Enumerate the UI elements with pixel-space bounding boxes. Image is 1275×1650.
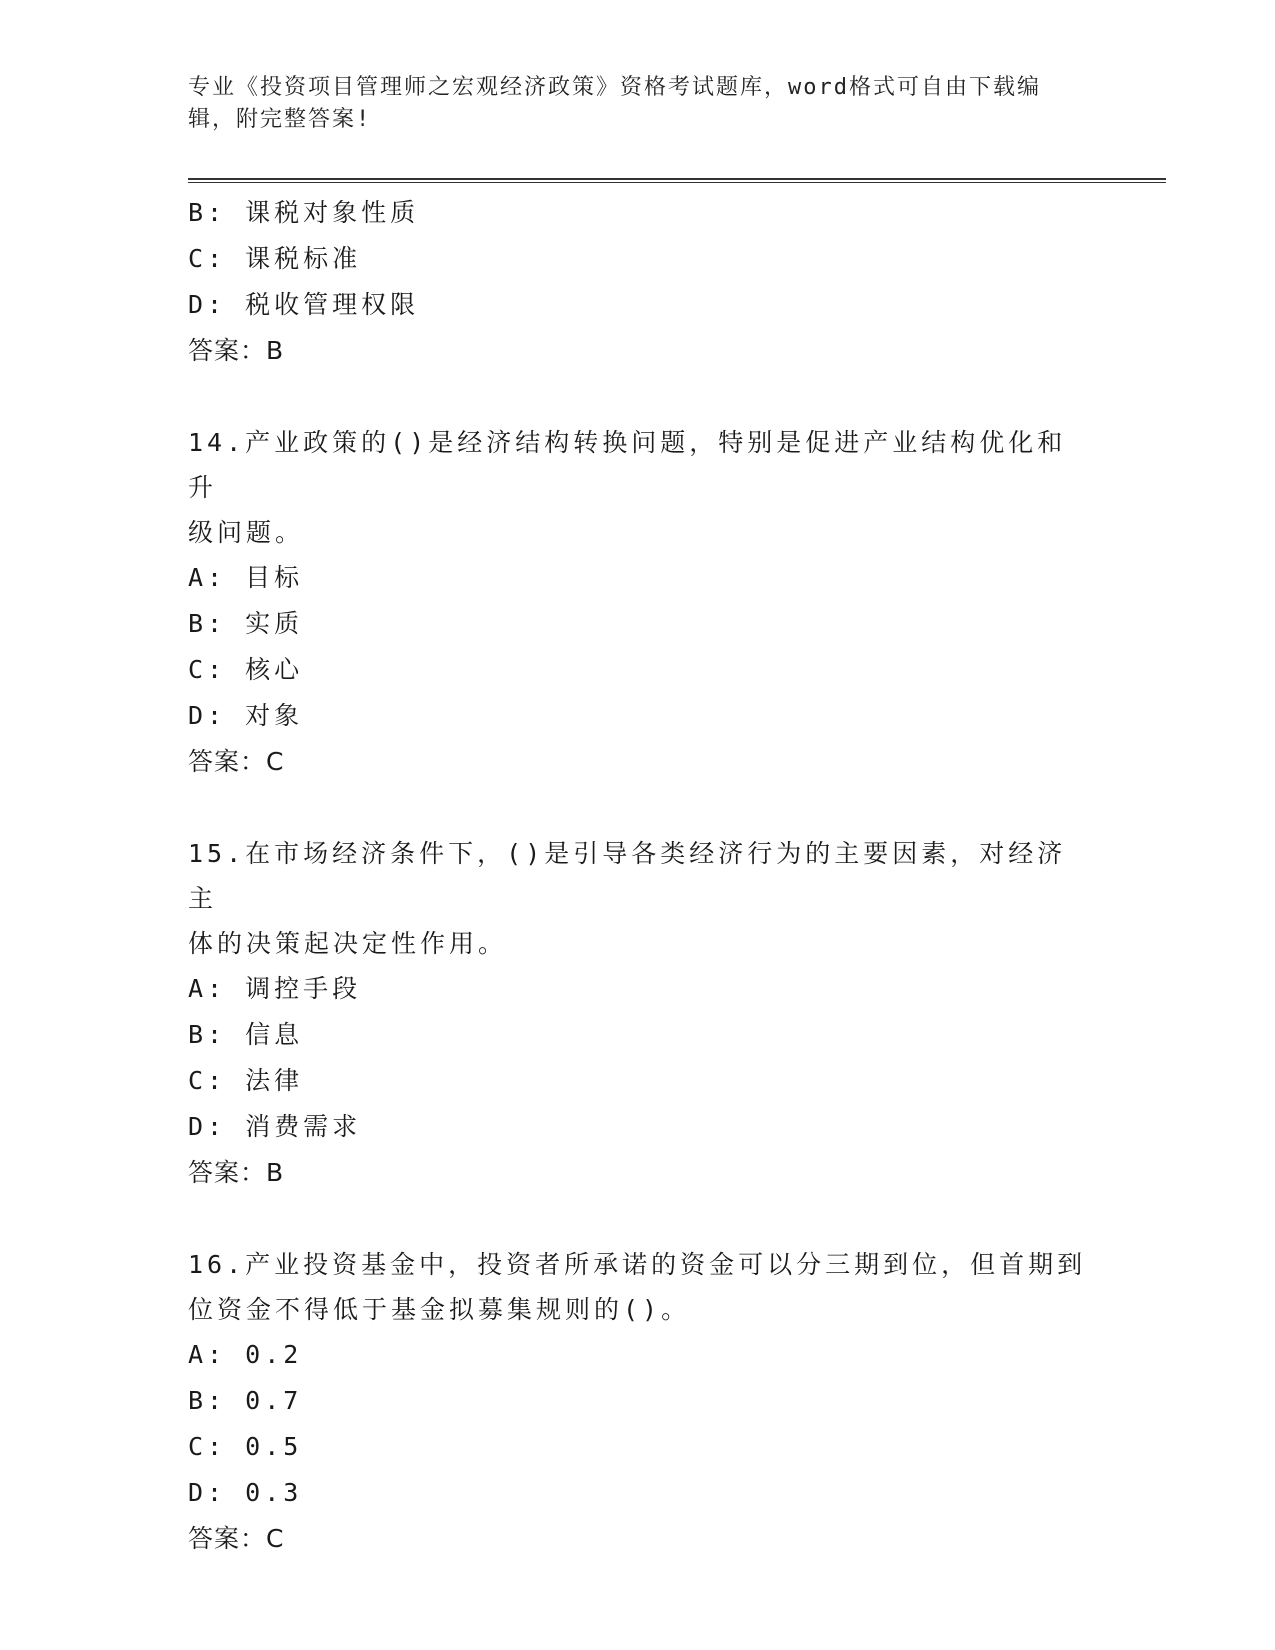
question-stem-line-1: 14.产业政策的()是经济结构转换问题，特别是促进产业结构优化和升 [188,428,1067,502]
option-c: C: 0.5 [188,1432,303,1461]
question-stem-line-2: 位资金不得低于基金拟募集规则的()。 [188,1295,691,1324]
header-divider [188,178,1166,183]
question-block-14 [188,420,1088,785]
option-b: B: 课税对象性质 [188,198,420,227]
answer-line: 答案：B [188,1158,285,1187]
option-d: D: 消费需求 [188,1112,362,1141]
option-a: A: 0.2 [188,1340,303,1369]
option-c: C: 课税标准 [188,244,362,273]
question-stem [188,420,1088,555]
question-stem-line-2: 级问题。 [188,518,305,547]
answer-line: 答案：C [188,1524,285,1553]
question-stem [188,831,1088,966]
spacer [188,1196,1088,1242]
option-b: B: 信息 [188,1020,304,1049]
option-d: D: 对象 [188,701,304,730]
answer-line: 答案：B [188,336,285,365]
option-d: D: 税收管理权限 [188,290,420,319]
question-stem-line-1: 16.产业投资基金中，投资者所承诺的资金可以分三期到位，但首期到 [188,1250,1087,1279]
question-block-16 [188,1242,1088,1562]
spacer [188,374,1088,420]
question-stem-line-1: 15.在市场经济条件下，()是引导各类经济行为的主要因素，对经济主 [188,839,1067,913]
option-c: C: 核心 [188,655,304,684]
document-header [188,72,1078,136]
option-b: B: 0.7 [188,1386,303,1415]
question-stem-line-2: 体的决策起决定性作用。 [188,929,508,958]
option-b: B: 实质 [188,609,304,638]
header-line-2: 辑，附完整答案! [188,107,372,132]
header-line-1: 专业《投资项目管理师之宏观经济政策》资格考试题库，word格式可自由下载编 [188,75,1041,100]
option-a: A: 调控手段 [188,974,362,1003]
option-d: D: 0.3 [188,1478,303,1507]
spacer [188,785,1088,831]
question-list [188,190,1088,1562]
option-c: C: 法律 [188,1066,304,1095]
question-stem [188,1242,1088,1332]
option-a: A: 目标 [188,563,304,592]
question-block-15 [188,831,1088,1196]
question-block-13-continued [188,190,1088,374]
answer-line: 答案：C [188,747,285,776]
